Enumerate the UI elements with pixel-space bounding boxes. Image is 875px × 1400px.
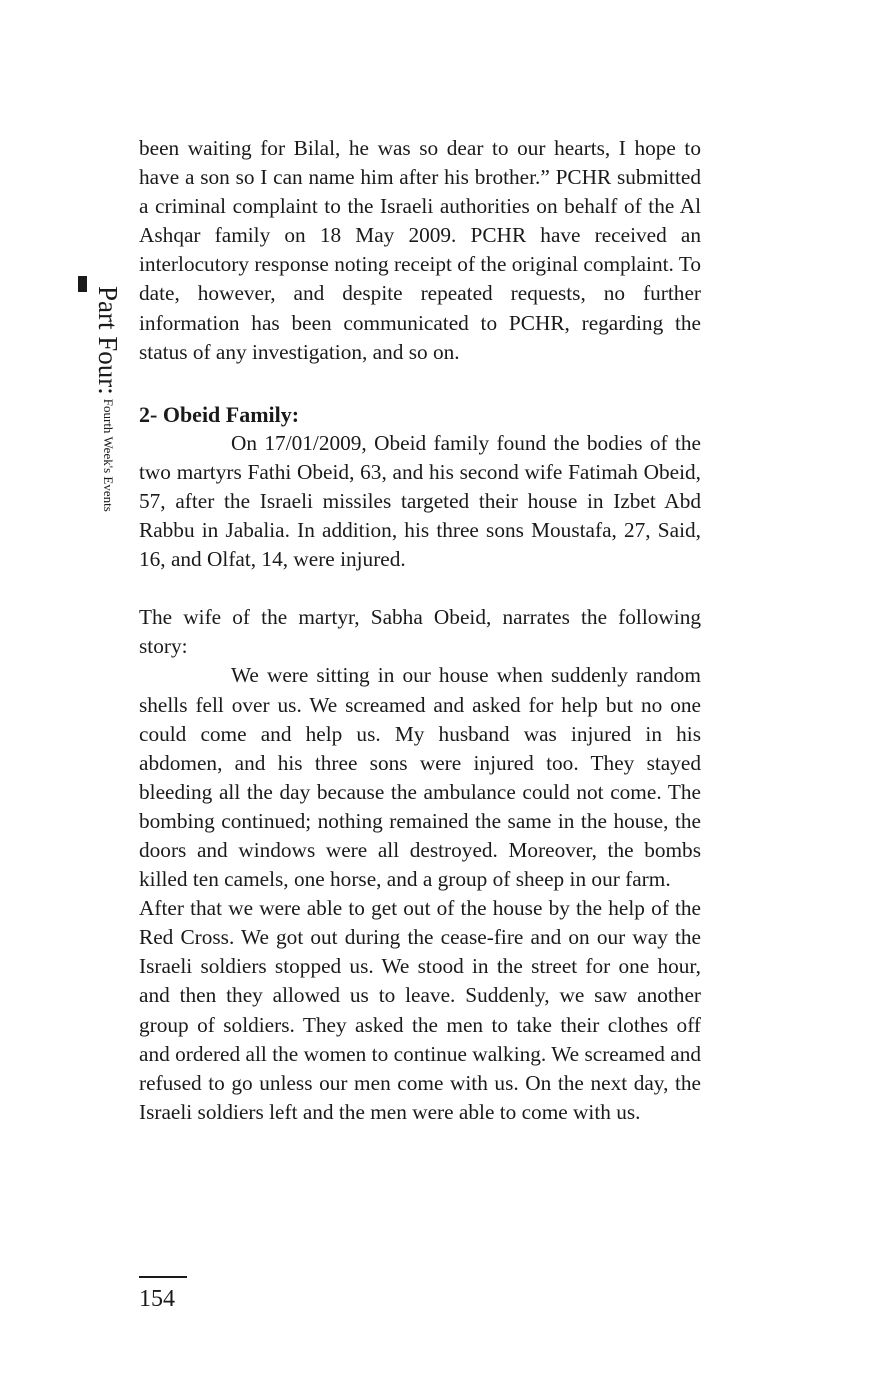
- section-heading: 2- Obeid Family:: [139, 401, 300, 427]
- paragraph-incident: On 17/01/2009, Obeid family found the bodies of the two martyrs Fathi Obeid, 63, and his second wife Fatimah Obeid, 57, after the Israeli missiles targeted their house in Izbet Abd Rabbu in Jabalia. In addition, his three sons Moustafa, 27, Said, 16, and Olfat, 14, were injured.: [139, 430, 701, 572]
- paragraph-testimony-2: After that we were able to get out of the house by the help of the Red Cross. We got out during the cease-fire and on our way the Israeli soldiers stopped us. We stood in the street for one hour, and then they allowed us to leave. Suddenly, we saw another group of soldiers. They asked the men to take their clothes off and ordered all the women to continue walking. We screamed and refused to go unless our men come with us. On the next day, the Israeli soldiers left and the men were able to come with us.: [139, 896, 701, 1124]
- section-label: [94, 286, 121, 512]
- page-body: [139, 134, 701, 1127]
- page-number: 154: [139, 1286, 175, 1312]
- section-marker-bar: [78, 276, 87, 292]
- part-subtitle: Fourth Week's Events: [101, 398, 116, 512]
- paragraph-testimony-1: We were sitting in our house when suddenly random shells fell over us. We screamed and asked for help but no one could come and help us. My husband was injured in his abdomen, and his three sons were injured too. They stayed bleeding all the day because the ambulance could not come. The bombing continued; nothing remained the same in the house, the doors and windows were all destroyed. Moreover, the bombs killed ten camels, one horse, and a group of sheep in our farm.: [139, 663, 701, 892]
- section-side-tab: [38, 138, 123, 512]
- part-title: Part Four: [93, 286, 123, 388]
- footer-rule: [139, 1276, 187, 1278]
- part-separator: :: [93, 387, 123, 395]
- paragraph-narrator-intro: The wife of the martyr, Sabha Obeid, narrates the following story:: [139, 605, 701, 659]
- paragraph-complaint: been waiting for Bilal, he was so dear to our hearts, I hope to have a son so I can name him after his brother.” PCHR submitted a criminal complaint to the Israeli authorities on behalf of the Al Ashqar family on 18 May 2009. PCHR have received an interlocutory response noting receipt of the original complaint. To date, however, and despite repeated requests, no further information has been communicated to PCHR, regarding the status of any investigation, and so on.: [139, 136, 701, 364]
